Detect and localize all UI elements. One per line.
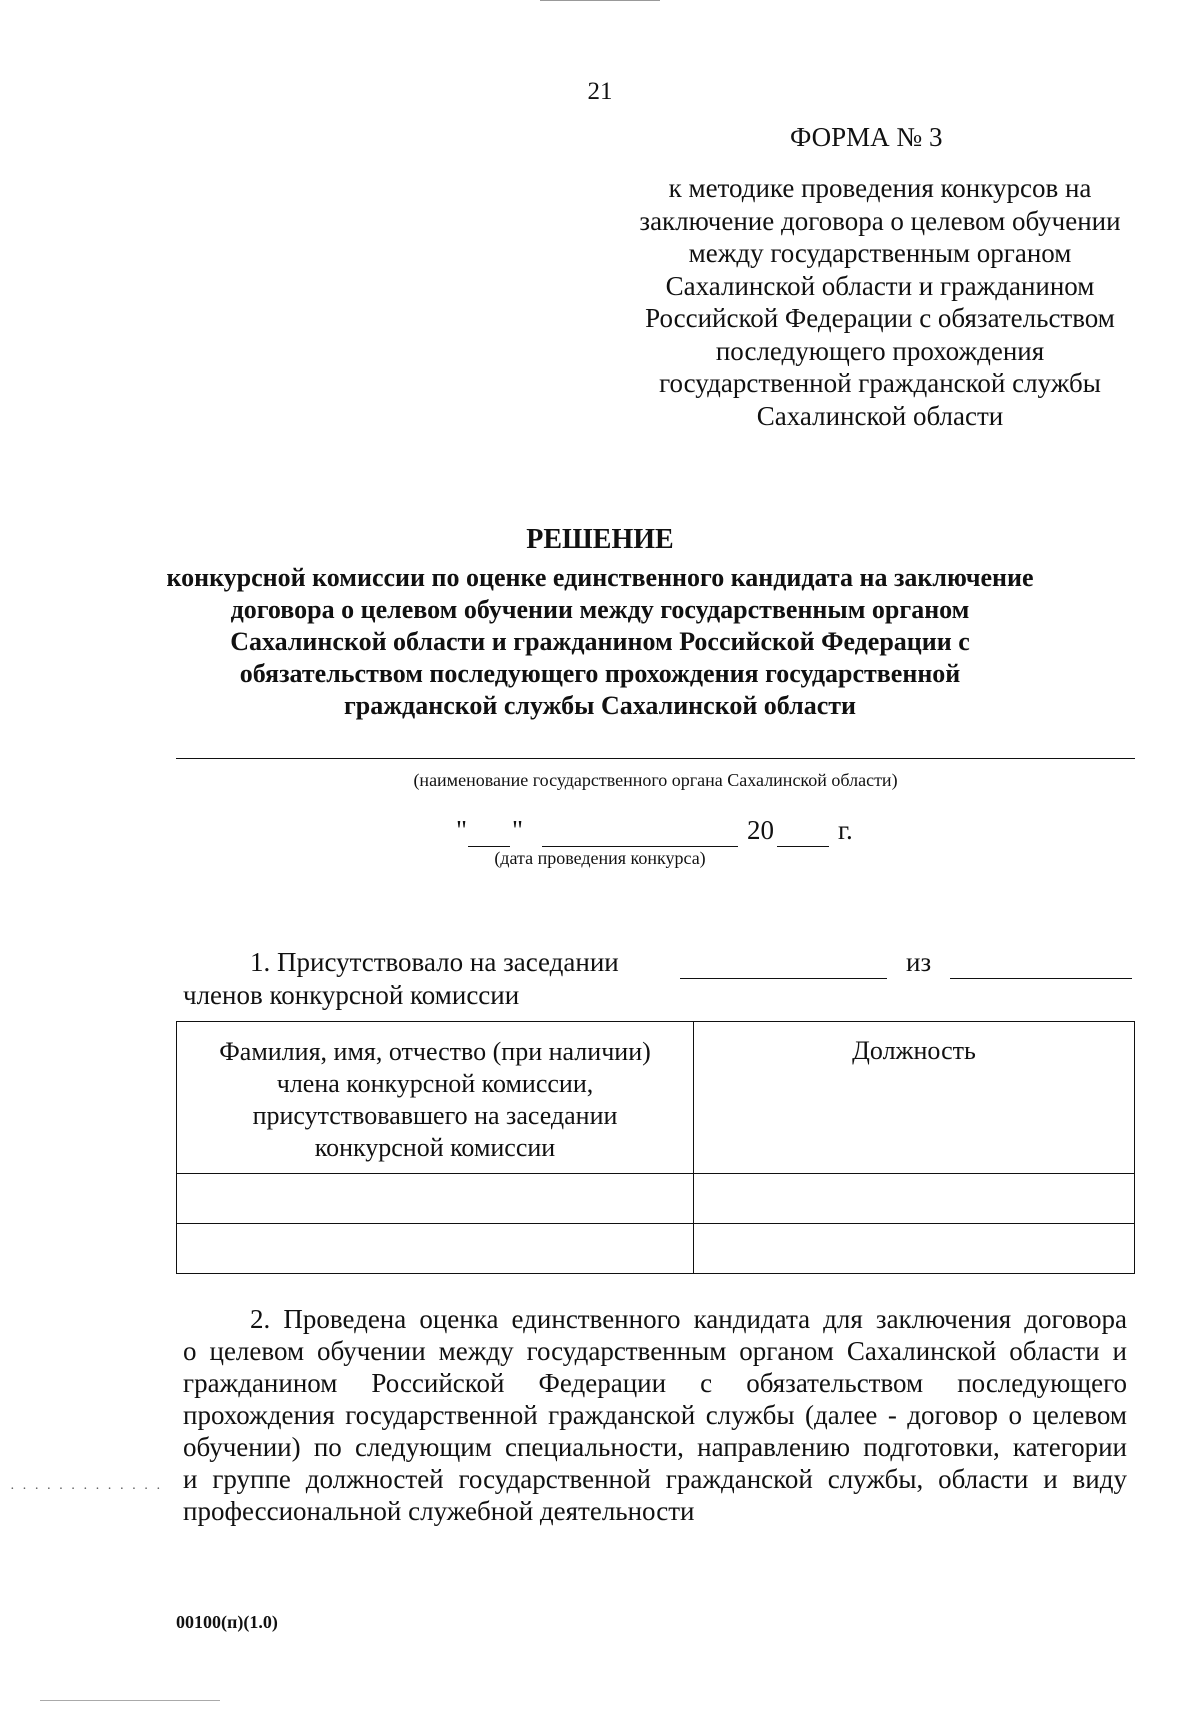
subtitle-line: договора о целевом обучении между государственным органом	[230, 595, 970, 624]
appendix-line: к методике проведения конкурсов на	[668, 173, 1092, 203]
org-name-field-line[interactable]	[176, 758, 1135, 759]
appendix-line: заключение договора о целевом обучении	[639, 205, 1121, 236]
table-row	[177, 1174, 1135, 1224]
date-quote-open: "	[456, 815, 468, 845]
decision-subtitle	[150, 562, 1050, 722]
date-year-suffix: г.	[838, 815, 853, 845]
date-month-field[interactable]	[542, 846, 738, 847]
header-name-line: конкурсной комиссии	[314, 1133, 556, 1162]
form-title: ФОРМА № 3	[790, 122, 943, 152]
header-cell-name	[177, 1022, 694, 1174]
date-year-prefix: 20	[747, 815, 774, 845]
member-position-cell[interactable]	[694, 1224, 1135, 1274]
members-table	[176, 1021, 1135, 1274]
member-name-cell[interactable]	[177, 1174, 694, 1224]
table-row	[177, 1224, 1135, 1274]
member-name-cell[interactable]	[177, 1224, 694, 1274]
attendance-text: 1. Присутствовало на заседании	[250, 947, 619, 977]
appendix-line: Сахалинской области и гражданином	[665, 270, 1095, 301]
paragraph-line: гражданином Российской Федерации с обязательством последующего	[183, 1368, 1127, 1398]
scan-artifact-top-line	[540, 0, 660, 1]
paragraph-2	[183, 1303, 1127, 1527]
paragraph-line: 2. Проведена оценка единственного кандидата для заключения договора	[250, 1304, 1127, 1334]
attendance-from-word: из	[906, 947, 932, 977]
paragraph-line: о целевом обучении между государственным органом Сахалинской области и	[183, 1336, 1127, 1366]
table-header-row	[177, 1022, 1135, 1174]
attendance-present-count-field[interactable]	[680, 978, 887, 979]
appendix-line: между государственным органом	[688, 238, 1072, 268]
paragraph-line: профессиональной служебной деятельности	[183, 1496, 695, 1526]
paragraph-line: и группе должностей государственной гражданской службы, области и виду	[183, 1464, 1127, 1494]
scan-artifact-dots: · · · · · · · · · · · · ·	[10, 1482, 163, 1497]
date-year-field[interactable]	[777, 846, 829, 847]
paragraph-line: обучении) по следующим специальности, направлению подготовки, категории	[183, 1432, 1127, 1462]
paragraph-line: прохождения государственной гражданской службы (далее - договор о целевом	[183, 1400, 1127, 1430]
header-name-line: Фамилия, имя, отчество (при наличии)	[219, 1037, 651, 1066]
attendance-total-count-field[interactable]	[950, 978, 1132, 979]
header-name-line: присутствовавшего на заседании	[252, 1101, 618, 1130]
subtitle-line: обязательством последующего прохождения государственной	[239, 659, 961, 688]
subtitle-line: гражданской службы Сахалинской области	[343, 691, 857, 720]
attendance-text-continued: членов конкурсной комиссии	[183, 980, 520, 1010]
scan-artifact-bottom-line	[40, 1700, 220, 1701]
appendix-line: последующего прохождения	[715, 335, 1045, 366]
org-name-caption: (наименование государственного органа Сахалинской области)	[413, 770, 898, 790]
appendix-line: Российской Федерации с обязательством	[645, 303, 1115, 333]
subtitle-line: конкурсной комиссии по оценке единственного кандидата на заключение	[166, 563, 1034, 592]
date-quote-close: "	[512, 815, 524, 845]
document-code: 00100(п)(1.0)	[176, 1612, 278, 1632]
date-caption: (дата проведения конкурса)	[494, 848, 706, 868]
page-number: 21	[587, 78, 613, 105]
decision-title: РЕШЕНИЕ	[526, 524, 674, 555]
header-name-line: члена конкурсной комиссии,	[276, 1069, 594, 1098]
date-day-field[interactable]	[468, 846, 510, 847]
member-position-cell[interactable]	[694, 1174, 1135, 1224]
subtitle-line: Сахалинской области и гражданином Российской Федерации с	[230, 627, 970, 656]
appendix-note	[600, 172, 1160, 432]
appendix-line: государственной гражданской службы	[659, 368, 1101, 398]
appendix-line: Сахалинской области	[756, 400, 1004, 431]
header-cell-position: Должность	[694, 1022, 1135, 1174]
